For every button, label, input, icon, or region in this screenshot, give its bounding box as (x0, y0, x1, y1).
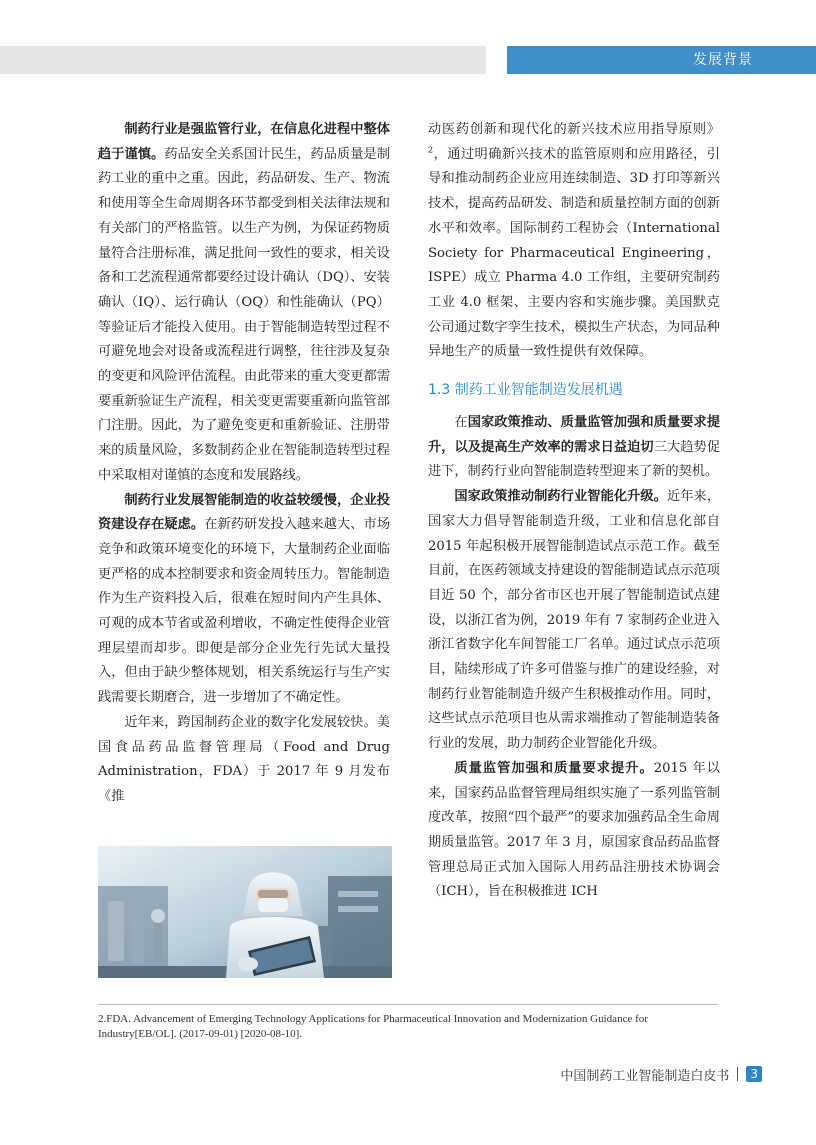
header-gray-band (0, 46, 486, 74)
paragraph-text: ，通过明确新兴技术的监管原则和应用路径，引导和推动制药企业应用连续制造、3D 打印等新兴技术，提高药品研发、制造和质量控制方面的创新水平和效率。国际制药工程协会（International Society for Pharmaceutical Engineering，ISPE）成立 Pharma 4.0 工作组，主要研究制药工业 4.0 框架、主要内容和实施步骤。美国默克公司通过数字孪生技术，模拟生产状态，为同品种异地生产的质量一致性提供有效保障。 (428, 146, 720, 360)
paragraph-text: 三大趋势促进下，制药行业向智能制造转型迎来了新的契机。 (428, 439, 721, 480)
footnote: 2.FDA. Advancement of Emerging Technology Applications for Pharmaceutical Innovation and Modernization Guidance for Industry[EB/OL]. (2017-09-01) [2020-08-10]. (98, 1013, 648, 1040)
paragraph-text: 在新药研发投入越来越大、市场竞争和政策环境变化的环境下，大量制药企业面临更严格的成本控制要求和资金周转压力。智能制造作为生产资料投入后，很难在短时间内产生具体、可观的成本节省或盈利增收，不确定性使得企业管理层望而却步。即便是部分企业先行先试大量投入，但由于缺少整体规划，相关系统运行与生产实践需要长期磨合，进一步增加了不确定性。 (98, 517, 391, 706)
paragraph-lead-bold: 国家政策推动、质量监管加强和质量要求提升，以及提高生产效率的需求日益迫切 (428, 415, 721, 455)
footer-title: 中国制药工业智能制造白皮书 (560, 1068, 730, 1084)
section-heading: 1.3 制药工业智能制造发展机遇 (428, 382, 623, 399)
page-number: 3 (746, 1066, 762, 1082)
paragraph-lead-bold: 国家政策推动制药行业智能化升级。 (454, 489, 667, 505)
paragraph-lead-bold: 制药行业是强监管行业，在信息化进程中整体趋于谨慎。 (98, 122, 390, 162)
header-blue-band (507, 46, 816, 74)
section-tag: 发展背景 (693, 52, 753, 68)
right-column (428, 118, 720, 905)
paragraph-text: 2015 年以来，国家药品监督管理局组织实施了一系列监管制度改革，按照“四个最严”的要求加强药品全生命周期质量监管。2017 年 3 月，原国家食品药品监督管理总局正式加入国际人用药品注册技术协调会（ICH），旨在积极推进 ICH (428, 760, 720, 900)
paragraph-lead-bold: 制药行业发展智能制造的收益较缓慢，企业投资建设存在疑虑。 (98, 492, 390, 533)
paragraph-text: 近年来，国家大力倡导智能制造升级，工业和信息化部自 2015 年起积极开展智能制造试点示范工作。截至目前，在医药领域支持建设的智能制造试点示范项目近 50 个，部分省市区也开展了智能制造试点建设，以浙江省为例，2019 年有 7 家制药企业进入浙江省数字化车间智能工厂名单。通过试点示范项目，陆续形成了许多可借鉴与推广的建设经验，对制药行业智能制造升级产生积极推动作用。同时，这些试点示范项目也从需求端推动了智能制造装备行业的发展，助力制药企业智能化升级。 (428, 489, 721, 752)
paragraph-policy (428, 485, 720, 757)
footnote-marker[interactable]: 2 (428, 145, 434, 155)
paragraph-investment (98, 489, 390, 711)
paragraph-multinational (98, 711, 390, 810)
paragraph-text: 在 (454, 415, 468, 431)
paragraph-regulation (98, 118, 390, 489)
lab-worker-photo (98, 846, 392, 978)
paragraph-lead-bold: 质量监管加强和质量要求提升。 (454, 760, 654, 776)
page-footer (560, 1064, 762, 1084)
paragraph-opportunity (428, 411, 720, 485)
paragraph-text: 动医药创新和现代化的新兴技术应用指导原则》 (428, 122, 720, 137)
paragraph-text: 近年来，跨国制药企业的数字化发展较快。美国食品药品监督管理局（Food and Drug Administration，FDA）于 2017 年 9 月发布《推 (98, 714, 390, 804)
paragraph-quality (428, 757, 720, 905)
paragraph-guidance-continued (428, 118, 720, 365)
footer-separator (737, 1067, 738, 1081)
left-column (98, 118, 390, 810)
paragraph-text: 药品安全关系国计民生，药品质量是制药工业的重中之重。因此，药品研发、生产、物流和使用等全生命周期各环节都受到相关法律法规和有关部门的严格监管。以生产为例，为保证药物质量符合注册标准，满足批间一致性的要求，相关设备和工艺流程通常都要经过设计确认（DQ）、安装确认（IQ）、运行确认（OQ）和性能确认（PQ）等验证后才能投入使用。由于智能制造转型过程不可避免地会对设备或流程进行调整，往往涉及复杂的变更和风险评估流程。由此带来的重大变更都需要重新验证生产流程，相关变更需要重新向监管部门注册。因此，为了避免变更和重新验证、注册带来的质量风险，多数制药企业在智能制造转型过程中采取相对谨慎的态度和发展路线。 (98, 146, 391, 483)
footnote-divider (98, 1004, 718, 1005)
